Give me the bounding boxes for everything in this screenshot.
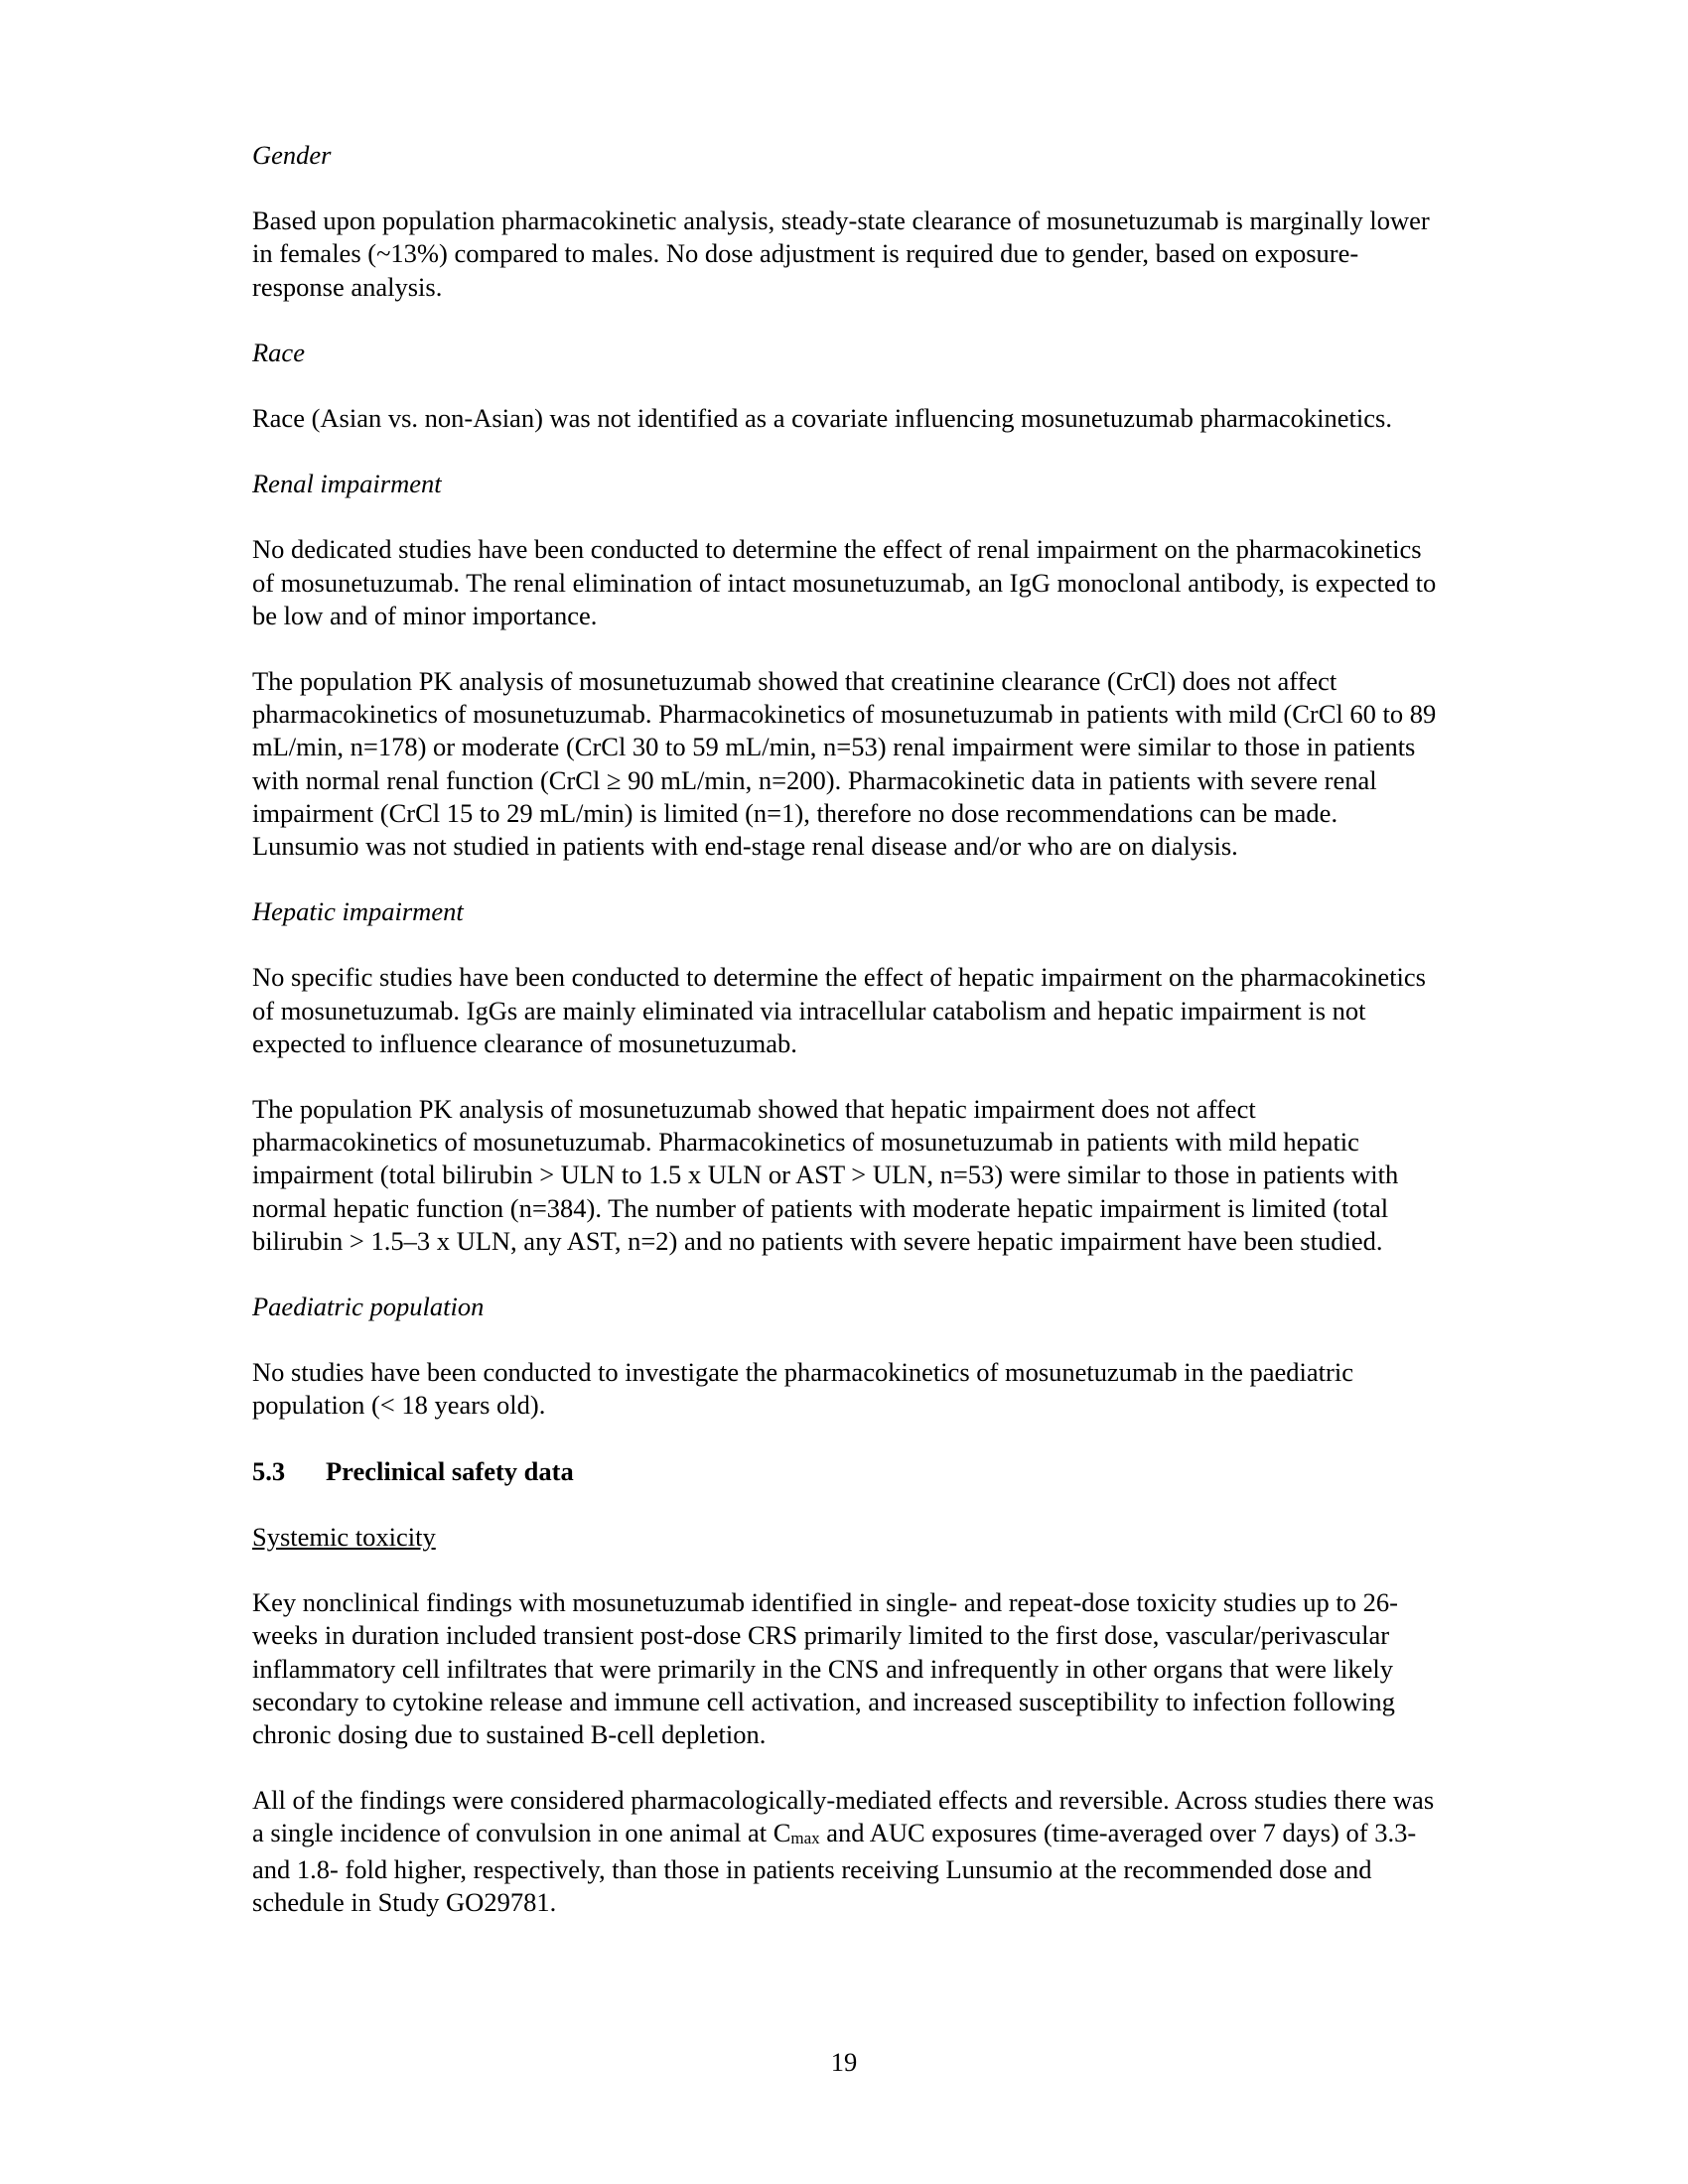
systemic-toxicity-heading: Systemic toxicity (252, 1521, 436, 1552)
section-title: Preclinical safety data (326, 1455, 574, 1486)
paediatric-paragraph: No studies have been conducted to investigate the pharmacokinetics of mosunetuzumab in the paediatric population (< 18 years old). (252, 1357, 1353, 1421)
cmax-subscript: max (790, 1829, 820, 1848)
page-number: 19 (830, 2047, 858, 2077)
gender-paragraph: Based upon population pharmacokinetic analysis, steady-state clearance of mosunetuzumab is marginally lower in females (~13%) compared to males. No dose adjustment is required due to gender, based on exposure-response analysis. (252, 205, 1430, 302)
preclinical-p2-after: and AUC exposures (time-averaged over 7 days) of 3.3- and 1.8- fold higher, respectively, than those in patients receiving Lunsumio at the recommended dose and schedule in Study GO29781. (252, 1818, 1417, 1917)
section-heading-5-3 (252, 1455, 1444, 1488)
renal-heading: Renal impairment (252, 469, 442, 499)
gender-heading: Gender (252, 140, 332, 170)
paediatric-heading: Paediatric population (252, 1292, 485, 1322)
hepatic-paragraph-1: No specific studies have been conducted to determine the effect of hepatic impairment on the pharmacokinetics of mosunetuzumab. IgGs are mainly eliminated via intracellular catabolism and hepatic impairment is not expected to influence clearance of mosunetuzumab. (252, 962, 1426, 1058)
race-paragraph: Race (Asian vs. non-Asian) was not identified as a covariate influencing mosunetuzumab pharmacokinetics. (252, 403, 1392, 434)
preclinical-paragraph-1: Key nonclinical findings with mosunetuzumab identified in single- and repeat-dose toxicity studies up to 26-weeks in duration included transient post-dose CRS primarily limited to the first dose, vascular/perivascular inflammatory cell infiltrates that were primarily in the CNS and infrequently in other organs that were likely secondary to cytokine release and immune cell activation, and increased susceptibility to infection following chronic dosing due to sustained B-cell depletion. (252, 1587, 1398, 1749)
hepatic-paragraph-2: The population PK analysis of mosunetuzumab showed that hepatic impairment does not affect pharmacokinetics of mosunetuzumab. Pharmacokinetics of mosunetuzumab in patients with mild hepatic impairment (total bilirubin > ULN to 1.5 x ULN or AST > ULN, n=53) were similar to those in patients with normal hepatic function (n=384). The number of patients with moderate hepatic impairment is limited (total bilirubin > 1.5–3 x ULN, any AST, n=2) and no patients with severe hepatic impairment have been studied. (252, 1094, 1399, 1256)
preclinical-paragraph-2 (252, 1784, 1444, 1919)
document-page (252, 139, 1444, 1919)
renal-paragraph-2: The population PK analysis of mosunetuzumab showed that creatinine clearance (CrCl) does not affect pharmacokinetics of mosunetuzumab. Pharmacokinetics of mosunetuzumab in patients with mild (CrCl 60 to 89 mL/min, n=178) or moderate (CrCl 30 to 59 mL/min, n=53) renal impairment were similar to those in patients with normal renal function (CrCl ≥ 90 mL/min, n=200). Pharmacokinetic data in patients with severe renal impairment (CrCl 15 to 29 mL/min) is limited (n=1), therefore no dose recommendations can be made. Lunsumio was not studied in patients with end-stage renal disease and/or who are on dialysis. (252, 666, 1437, 862)
preclinical-p2-before: All of the findings were considered pharmacologically-mediated effects and reversible. Across studies there was a single incidence of convulsion in one animal at C (252, 1785, 1435, 1848)
renal-paragraph-1: No dedicated studies have been conducted to determine the effect of renal impairment on the pharmacokinetics of mosunetuzumab. The renal elimination of intact mosunetuzumab, an IgG monoclonal antibody, is expected to be low and of minor importance. (252, 534, 1437, 630)
race-heading: Race (252, 337, 305, 367)
hepatic-heading: Hepatic impairment (252, 896, 464, 927)
section-number: 5.3 (252, 1455, 286, 1486)
